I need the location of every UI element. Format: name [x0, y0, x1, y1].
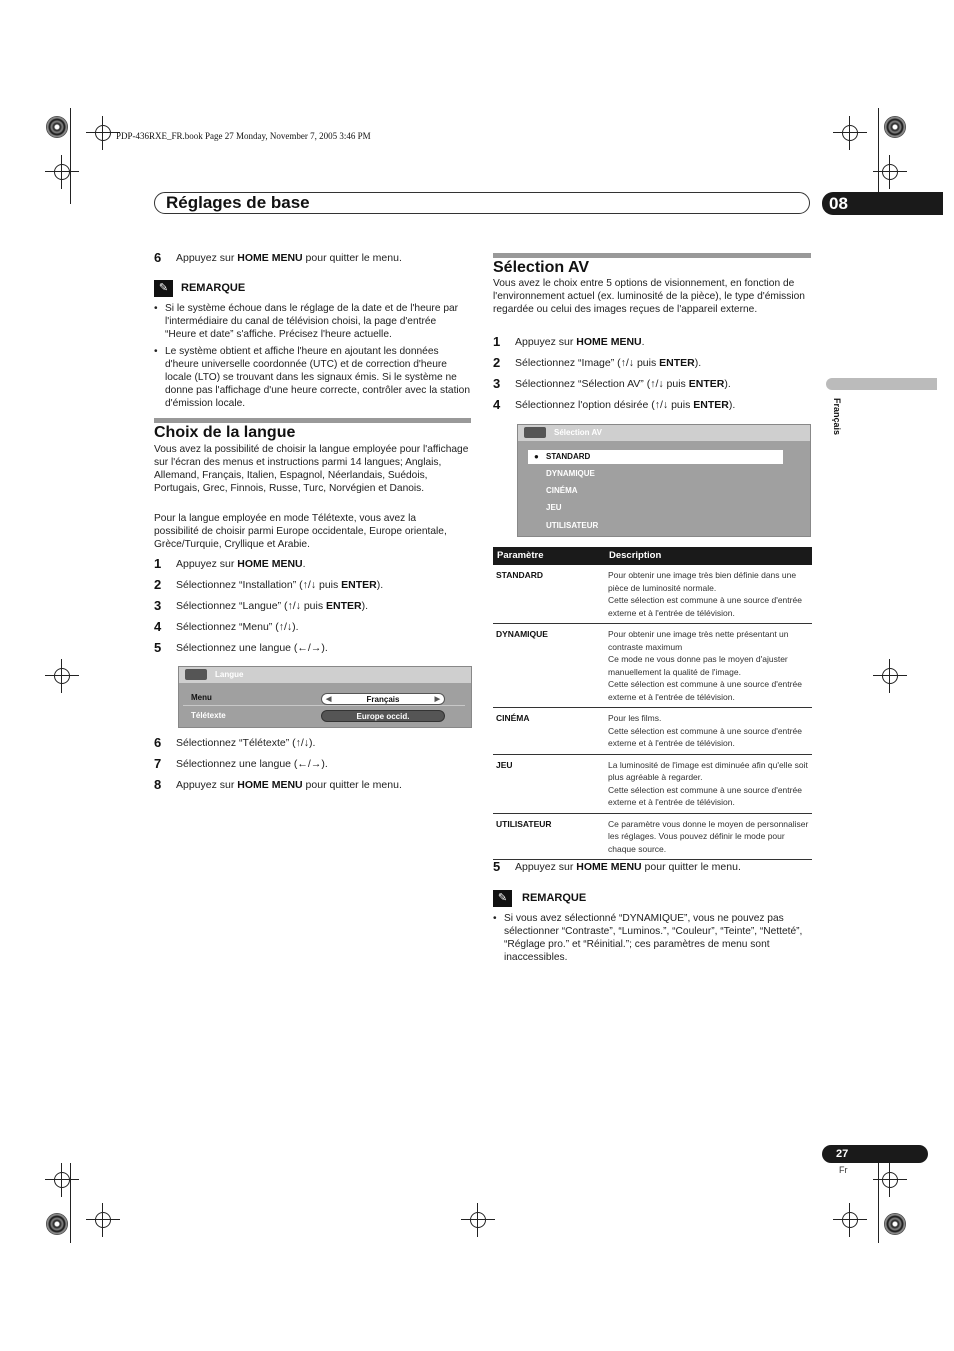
- registration-rosette-icon: [884, 116, 906, 138]
- teletext-language-selector[interactable]: Europe occid.: [321, 710, 445, 722]
- crop-mark: [70, 1163, 71, 1243]
- table-header: Description: [605, 547, 812, 565]
- av-option-dynamique[interactable]: DYNAMIQUE: [546, 469, 595, 478]
- side-tab: [826, 378, 937, 390]
- osd-title-bar: Sélection AV: [518, 425, 810, 441]
- section-divider: [154, 418, 471, 423]
- table-header: Paramètre: [493, 547, 605, 565]
- osd-title-bar: Langue: [179, 667, 471, 683]
- table-row: JEU La luminosité de l'image est diminuée afin qu'elle soit plus agréable à regarder. Cette sélection est commune à une source d'entrée externe et à l'entrée de télévision.: [493, 754, 812, 813]
- page-title: Réglages de base: [166, 193, 310, 212]
- av-option-jeu[interactable]: JEU: [546, 503, 562, 512]
- page-language-code: Fr: [839, 1165, 848, 1175]
- crop-mark: [70, 108, 71, 204]
- crop-mark: [878, 1163, 879, 1243]
- section-title-selection-av: Sélection AV: [493, 259, 590, 276]
- av-option-standard[interactable]: ● STANDARD: [528, 450, 783, 464]
- table-row: DYNAMIQUE Pour obtenir une image très nette présentant un contraste maximum Ce mode ne vous donne pas le moyen d'ajuster manuellement la qualité de l'image. Cette sélection est commune à une source d'entrée externe et à l'entrée de télévision.: [493, 624, 812, 708]
- side-language-label: Français: [832, 398, 842, 436]
- av-option-cinema[interactable]: CINÉMA: [546, 486, 578, 495]
- intro-paragraph: Vous avez la possibilité de choisir la langue employée pour l'affichage sur l'écran des menus et instructions parmi 14 langues; Anglais, Allemand, Français, Italien, Espagnol, Néerlandais, Suédois, Portugais, Grec, Finnois, Russe, Turc, Norvégien et Danois.: [154, 444, 469, 494]
- arrow-right-icon[interactable]: ▶: [434, 696, 440, 703]
- table-header-row: [493, 547, 812, 565]
- osd-row-menu: Menu: [183, 689, 465, 706]
- section-title-langue: Choix de la langue: [154, 424, 296, 441]
- note-pencil-icon: ✎: [493, 890, 512, 907]
- teletext-paragraph: Pour la langue employée en mode Télétexte, vous avez la possibilité de choisir parmi Europe occidentale, Europe orientale, Grèce/Turquie, Cryllique et Arabie.: [154, 513, 447, 550]
- table-row: CINÉMA Pour les films. Cette sélection est commune à une source d'entrée externe et à l'entrée de télévision.: [493, 708, 812, 755]
- selected-dot-icon: ●: [534, 452, 539, 461]
- note-title: REMARQUE: [522, 892, 587, 904]
- crop-mark: [878, 108, 879, 204]
- language-osd-screen: Langue Menu ◀ Français ▶ Télétexte Europe occid.: [178, 666, 472, 728]
- parameter-table: [493, 547, 812, 860]
- language-selector[interactable]: ◀ Français ▶: [321, 693, 445, 705]
- file-stamp: PDP-436RXE_FR.book Page 27 Monday, November 7, 2005 3:46 PM: [116, 131, 371, 141]
- settings-menu-icon: [185, 669, 207, 680]
- note-title: REMARQUE: [181, 282, 246, 294]
- registration-rosette-icon: [884, 1213, 906, 1235]
- picture-menu-icon: [524, 427, 546, 438]
- note-pencil-icon: ✎: [154, 280, 173, 297]
- registration-rosette-icon: [46, 116, 68, 138]
- registration-rosette-icon: [46, 1213, 68, 1235]
- av-option-utilisateur[interactable]: UTILISATEUR: [546, 521, 599, 530]
- table-row: UTILISATEUR Ce paramètre vous donne le moyen de personnaliser les réglages. Vous pouvez définir le mode pour chaque source.: [493, 813, 812, 860]
- arrow-left-icon[interactable]: ◀: [326, 696, 332, 703]
- intro-paragraph: Vous avez le choix entre 5 options de visionnement, en fonction de l'environnement actuel (ex. luminosité de la pièce), le type d'émission regardée ou celui des images reçues de l'appareil externe.: [493, 278, 805, 315]
- table-row: STANDARD Pour obtenir une image très bien définie dans une pièce de luminosité normale. Cette sélection est commune à une source d'entrée externe et à l'entrée de télévision.: [493, 565, 812, 624]
- chapter-number: 08: [822, 192, 943, 215]
- av-selection-osd-screen: [517, 424, 811, 537]
- page-number: 27: [822, 1145, 928, 1163]
- section-divider: [493, 253, 811, 258]
